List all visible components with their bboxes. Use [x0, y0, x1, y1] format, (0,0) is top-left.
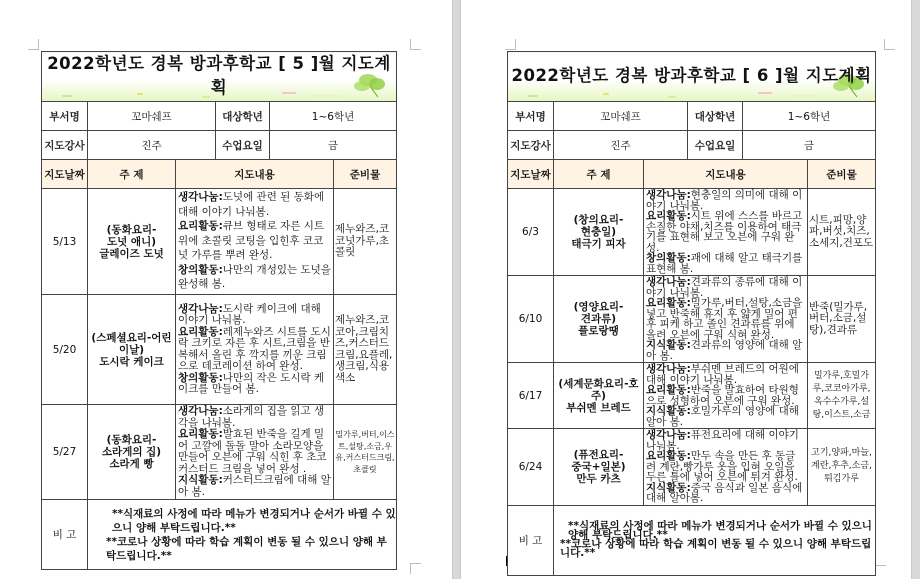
header-topic: 주 제 [554, 160, 644, 189]
document-page-june [461, 0, 911, 579]
row-date: 5/27 [42, 405, 88, 500]
notes-row [42, 500, 397, 570]
row-date: 5/20 [42, 295, 88, 405]
note-line: **식재료의 사정에 따라 메뉴가 변경되거나 순서가 바뀔 수 있으니 양해 부탁드립니다.** [568, 520, 872, 541]
grade-label: 대상학년 [216, 102, 270, 131]
row-date: 5/13 [42, 189, 88, 295]
margin-corner-mark [505, 39, 516, 50]
teacher-label: 지도강사 [508, 131, 554, 160]
row-content: 생각나눔:퓨전요리에 대해 이야기 나눠봄. 요리활동:만두 속을 만든 후 동글려 계란,빵가루 옷을 입혀 오일을 두른 틀에 넣어 오븐에 튀겨 완성. 지식활동:중국 음식과 일본 음식에 대해 알아봄. [644, 429, 808, 506]
teacher-value: 진주 [554, 131, 688, 160]
row-content: 생각나눔:도넛에 관련 된 동화에 대해 이야기 나눠봄. 요리활동:큐브 형태로 자른 시트 위에 초콜릿 코팅을 입힌후 코코넛 가루를 뿌려 완성. 창의활동:나만의 개성있는 도넛을 완성해 봄. [176, 189, 334, 295]
margin-corner-mark [410, 563, 421, 574]
row-content: 생각나눔:견과류의 종류에 대해 이야기 나눠봄. 요리활동:밀가루,버터,설탕,소금을 넣고 반죽해 휴지 후 얇게 밀어 편 후 피케 하고 졸인 견과류를 위에 올려 오븐에 구워 식혀 완성. 지식활동:견과류의 영양에 대해 알아 봄. [644, 276, 808, 363]
row-topic: (스페셜요리-어린이날) 도시락 케이크 [88, 295, 176, 405]
header-prep: 준비물 [334, 160, 397, 189]
teacher-value: 진주 [88, 131, 216, 160]
header-content: 지도내용 [644, 160, 808, 189]
decorative-dots [508, 89, 875, 101]
header-prep: 준비물 [808, 160, 876, 189]
day-value: 금 [270, 131, 397, 160]
header-date: 지도날짜 [42, 160, 88, 189]
note-line: **코로나 상황에 따라 학습 계획이 변동 될 수 있으니 양해 부탁드립니다.** [560, 538, 872, 559]
notes-row [508, 505, 876, 575]
dept-value: 꼬마쉐프 [88, 102, 216, 131]
row-prep: 반죽(밀가루,버터,소금,설탕),견과류 [808, 276, 876, 363]
notes-content [88, 500, 397, 570]
note-line: **코로나 상황에 따라 학습 계획이 변동 될 수 있으니 양해 부탁드립니다.** [106, 535, 387, 562]
margin-corner-mark [410, 39, 421, 50]
table-row [42, 405, 397, 500]
page-title: 2022학년도 경복 방과후학교 [ 5 ]월 지도계획 [47, 53, 391, 97]
row-prep: 밀가루,버터,이스트,설탕,소금,우유,커스터드크림,초콜릿 [334, 405, 397, 500]
title-banner [42, 52, 397, 102]
dept-label: 부서명 [42, 102, 88, 131]
row-date: 6/3 [508, 189, 554, 276]
row-content: 생각나눔:부쉬멘 브레드의 어원에 대해 이야기 나눠봄. 요리활동:반죽을 발효하여 타원형으로 성형하여 오븐에 구워 완성. 지식활동:호밀가루의 영양에 대해 알아 봄. [644, 363, 808, 429]
dept-label: 부서명 [508, 102, 554, 131]
window-scrollbar-edge[interactable] [911, 0, 920, 579]
notes-label: 비 고 [508, 505, 554, 575]
grade-label: 대상학년 [688, 102, 743, 131]
header-topic: 주 제 [88, 160, 176, 189]
row-topic: (동화요리- 도넛 애니) 글레이즈 도넛 [88, 189, 176, 295]
teacher-label: 지도강사 [42, 131, 88, 160]
table-row [42, 295, 397, 405]
text-cursor [506, 556, 507, 566]
row-topic: (동화요리- 소라게의 집) 소라게 빵 [88, 405, 176, 500]
title-banner [508, 52, 876, 102]
row-topic: (영양요리- 견과류) 플로랑땡 [554, 276, 644, 363]
grade-value: 1~6학년 [270, 102, 397, 131]
row-prep: 고기,양파,마늘,계란,후추,소금,튀김가루 [808, 429, 876, 506]
table-row [508, 429, 876, 506]
document-page-may [0, 0, 452, 579]
margin-corner-mark [28, 39, 39, 50]
row-content: 생각나눔:소라게의 집을 읽고 생각을 나눠봄. 요리활동:발효된 반죽을 길게 밀어 고깔에 돌돌 말아 소라모양을 만들어 오븐에 구워 식힌 후 초코커스터드 크림을 넣어 완성 . 지식활동:커스터드크림에 대해 알아 봄. [176, 405, 334, 500]
notes-label: 비 고 [42, 500, 88, 570]
row-topic: (세계문화요리-호주) 부쉬멘 브레드 [554, 363, 644, 429]
table-row [508, 363, 876, 429]
header-content: 지도내용 [176, 160, 334, 189]
row-prep: 시트,피망,양파,버섯,치즈,소세지,건포도 [808, 189, 876, 276]
margin-corner-mark [884, 39, 895, 50]
header-date: 지도날짜 [508, 160, 554, 189]
notes-content [554, 505, 876, 575]
table-row [42, 189, 397, 295]
row-date: 6/10 [508, 276, 554, 363]
row-topic: (퓨전요리- 중국+일본) 만두 카츠 [554, 429, 644, 506]
row-prep: 제누와즈,코코아,크림치즈,커스터드크림,요플레,생크림,식용색소 [334, 295, 397, 405]
note-line: **식재료의 사정에 따라 메뉴가 변경되거나 순서가 바뀔 수 있으니 양해 부탁드립니다.** [112, 507, 396, 534]
row-content: 생각나눔:도시락 케이크에 대해 이야기 나눠봄. 요리활동:레제누와즈 시트를 도시락 크키로 자른 후 시트,크림을 반복해서 올린 후 깍지를 끼운 크림으로 데코레이션 하여 완성. 창의활동:나만의 작은 도시락 케이크를 만들어 봄. [176, 295, 334, 405]
row-prep: 제누와즈,코코넛가루,초콜릿 [334, 189, 397, 295]
day-value: 금 [743, 131, 876, 160]
page-title: 2022학년도 경복 방과후학교 [ 6 ]월 지도계획 [511, 65, 872, 85]
row-date: 6/17 [508, 363, 554, 429]
grade-value: 1~6학년 [743, 102, 876, 131]
row-topic: (창의요리- 현충일) 태극기 피자 [554, 189, 644, 276]
plan-table-may [41, 51, 397, 570]
table-row [508, 276, 876, 363]
page-gutter [452, 0, 461, 579]
plan-table-june [507, 51, 876, 576]
dept-value: 꼬마쉐프 [554, 102, 688, 131]
row-prep: 밀가루,호밀가루,코코아가루,옥수수가루,설탕,이스트,소금 [808, 363, 876, 429]
day-label: 수업요일 [688, 131, 743, 160]
day-label: 수업요일 [216, 131, 270, 160]
row-content: 생각나눔:현충일의 의미에 대해 이야기 나눠봄. 요리활동:시트 위에 스스를 바르고 손질한 야채,치즈를 이용하여 태극기를 표현해 보고 오븐에 구워 완성. 창의활동:괘에 대해 알고 태극기를 표현해 봄. [644, 189, 808, 276]
margin-corner-mark [875, 565, 886, 576]
table-row [508, 189, 876, 276]
row-date: 6/24 [508, 429, 554, 506]
